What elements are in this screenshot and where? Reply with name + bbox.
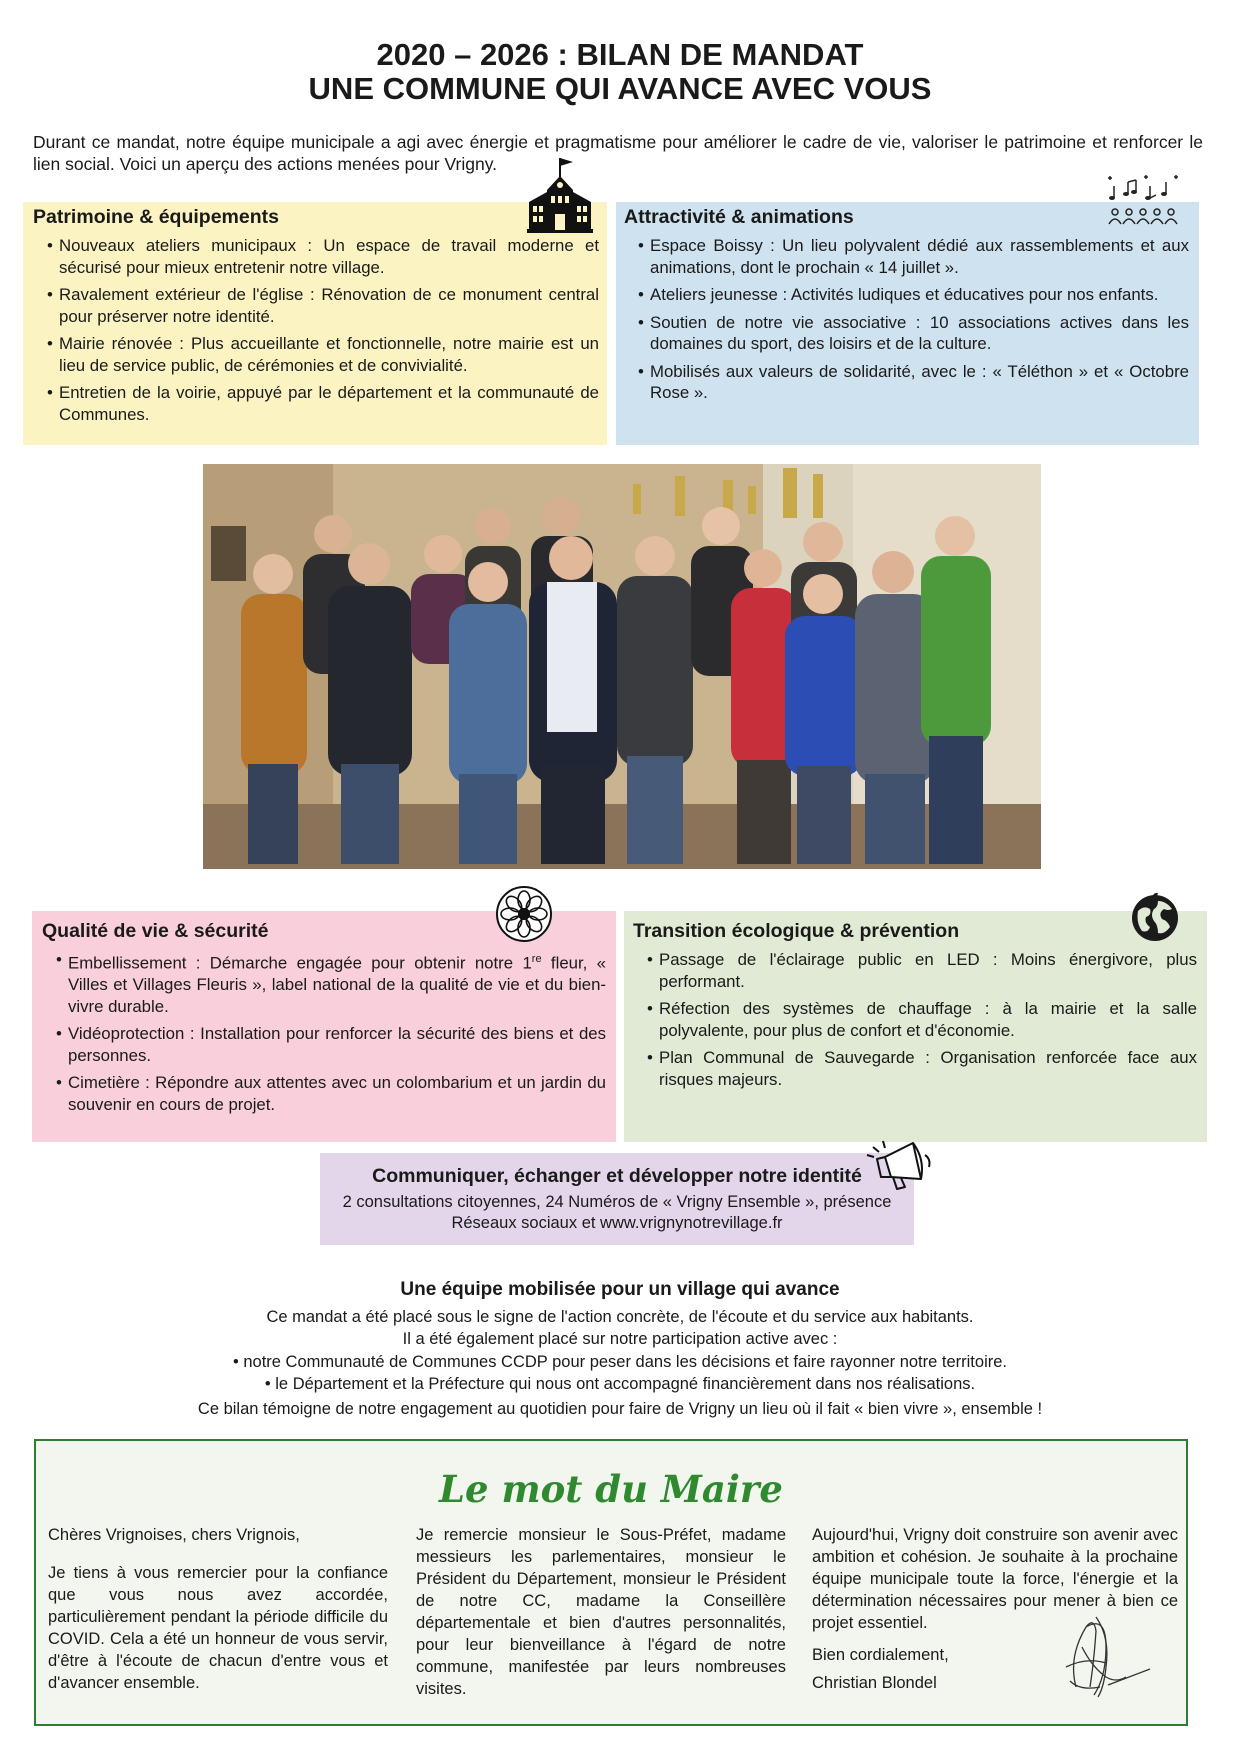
flower-icon bbox=[495, 885, 553, 943]
transition-list bbox=[633, 949, 1197, 1090]
list-item: • Ravalement extérieur de l'église : Rénovation de ce monument central pour préserver notre identité. bbox=[47, 285, 599, 326]
list-item: • Ateliers jeunesse : Activités ludiques et éducatives pour nos enfants. bbox=[638, 285, 1159, 304]
attractivite-box bbox=[616, 202, 1199, 445]
list-item: • Soutien de notre vie associative : 10 associations actives dans les domaines du sport, des loisirs et de la culture. bbox=[638, 312, 1189, 353]
equipe-line: Ce bilan témoigne de notre engagement au quotidien pour faire de Vrigny un lieu où il fait « bien vivre », ensemble ! bbox=[197, 1399, 1043, 1418]
mot-greeting: Chères Vrignoises, chers Vrignois, bbox=[48, 1526, 300, 1544]
patrimoine-box bbox=[23, 202, 607, 445]
mot-paragraph: Je remercie monsieur le Sous-Préfet, madame messieurs les parlementaires, monsieur le Président du Département, monsieur le Président de notre CC, madame la Conseillère départementale et bien d'autres personnalités, pour leur bienveillance à l'égard de notre commune, manifestée par leurs nombreuses visites. bbox=[416, 1526, 786, 1698]
title-line-2: UNE COMMUNE QUI AVANCE AVEC VOUS bbox=[308, 71, 932, 106]
list-item: • Embellissement : Démarche engagée pour obtenir notre 1re fleur, « Villes et Villages Fleuris », label national de la qualité de vie et du bien-vivre durable. bbox=[56, 950, 606, 1016]
list-item: • Passage de l'éclairage public en LED : Moins énergivore, plus performant. bbox=[647, 950, 1197, 991]
handwritten-signature bbox=[1046, 1607, 1156, 1703]
equipe-line: Il a été également placé sur notre participation active avec : bbox=[402, 1330, 838, 1348]
qualite-list bbox=[42, 949, 606, 1115]
title-line-1: 2020 – 2026 : BILAN DE MANDAT bbox=[376, 37, 864, 72]
list-item: • Cimetière : Répondre aux attentes avec un colombarium et un jardin du souvenir en cours de projet. bbox=[56, 1073, 606, 1114]
list-item: • Nouveaux ateliers municipaux : Un espace de travail moderne et sécurisé pour mieux entretenir notre village. bbox=[47, 236, 599, 277]
attractivite-title: Attractivité & animations bbox=[624, 206, 854, 228]
communiquer-box bbox=[320, 1153, 914, 1245]
patrimoine-title: Patrimoine & équipements bbox=[33, 206, 279, 228]
team-photo bbox=[203, 464, 1041, 869]
globe-icon bbox=[1130, 891, 1180, 943]
equipe-line: • notre Communauté de Communes CCDP pour peser dans les décisions et faire rayonner notre territoire. bbox=[232, 1352, 1007, 1371]
qualite-title: Qualité de vie & sécurité bbox=[42, 920, 269, 942]
attractivite-list bbox=[624, 235, 1189, 404]
list-item: • Entretien de la voirie, appuyé par le département et la communauté de Communes. bbox=[47, 383, 599, 424]
page-title bbox=[0, 38, 1240, 106]
list-item: • Mairie rénovée : Plus accueillante et fonctionnelle, notre mairie est un lieu de service public, de cérémonies et de convivialité. bbox=[47, 334, 599, 375]
communiquer-title: Communiquer, échanger et développer notre identité bbox=[372, 1165, 862, 1187]
intro-text: Durant ce mandat, notre équipe municipale a agi avec énergie et pragmatisme pour améliorer le cadre de vie, valoriser le patrimoine et renforcer le lien social. Voici un aperçu des actions menées pour Vrigny. bbox=[33, 132, 1203, 174]
list-item: • Mobilisés aux valeurs de solidarité, avec le : « Téléthon » et « Octobre Rose ». bbox=[638, 361, 1189, 402]
mot-column-1 bbox=[48, 1524, 388, 1704]
list-item: • Réfection des systèmes de chauffage : à la mairie et la salle polyvalente, pour plus de confort et d'économie. bbox=[647, 999, 1197, 1040]
list-item: • Vidéoprotection : Installation pour renforcer la sécurité des biens et des personnes. bbox=[56, 1024, 606, 1065]
music-people-icon bbox=[1106, 174, 1182, 228]
qualite-box bbox=[32, 911, 616, 1142]
patrimoine-list bbox=[33, 235, 599, 425]
mot-du-maire-title: Le mot du Maire bbox=[439, 1467, 783, 1511]
mot-paragraph: Je tiens à vous remercier pour la confiance que vous nous avez accordée, particulièrement pendant la période difficile du COVID. Cela a été un honneur de vous servir, d'être à l'écoute de chacun d'entre vous et d'avancer ensemble. bbox=[48, 1564, 388, 1692]
transition-title: Transition écologique & prévention bbox=[633, 920, 960, 942]
communiquer-line-1: 2 consultations citoyennes, 24 Numéros de « Vrigny Ensemble », présence bbox=[342, 1193, 892, 1211]
list-item: • Plan Communal de Sauvegarde : Organisation renforcée face aux risques majeurs. bbox=[647, 1048, 1197, 1089]
school-building-icon bbox=[527, 156, 593, 234]
equipe-section bbox=[0, 1279, 1240, 1420]
list-item: • Espace Boissy : Un lieu polyvalent dédié aux rassemblements et aux animations, dont le prochain « 14 juillet ». bbox=[638, 236, 1189, 277]
mot-du-maire-box bbox=[34, 1439, 1188, 1726]
communiquer-line-2: Réseaux sociaux et www.vrignynotrevillage.fr bbox=[451, 1214, 783, 1232]
equipe-line: Ce mandat a été placé sous le signe de l'action concrète, de l'écoute et du service aux habitants. bbox=[266, 1307, 974, 1326]
mot-column-2 bbox=[416, 1524, 786, 1710]
mot-closing: Bien cordialement, bbox=[812, 1646, 949, 1664]
transition-box bbox=[624, 911, 1207, 1142]
team-photo-illustration bbox=[203, 464, 1041, 869]
mot-paragraph: Aujourd'hui, Vrigny doit construire son avenir avec ambition et cohésion. Je souhaite à la prochaine équipe municipale toute la force, l'énergie et la détermination nécessaires pour mener à bien ce projet essentiel. bbox=[812, 1526, 1178, 1632]
equipe-title: Une équipe mobilisée pour un village qui avance bbox=[400, 1279, 840, 1300]
equipe-line: • le Département et la Préfecture qui nous ont accompagné financièrement dans nos réalisations. bbox=[264, 1375, 976, 1393]
megaphone-icon bbox=[863, 1139, 939, 1191]
mot-signature-name: Christian Blondel bbox=[812, 1674, 937, 1692]
